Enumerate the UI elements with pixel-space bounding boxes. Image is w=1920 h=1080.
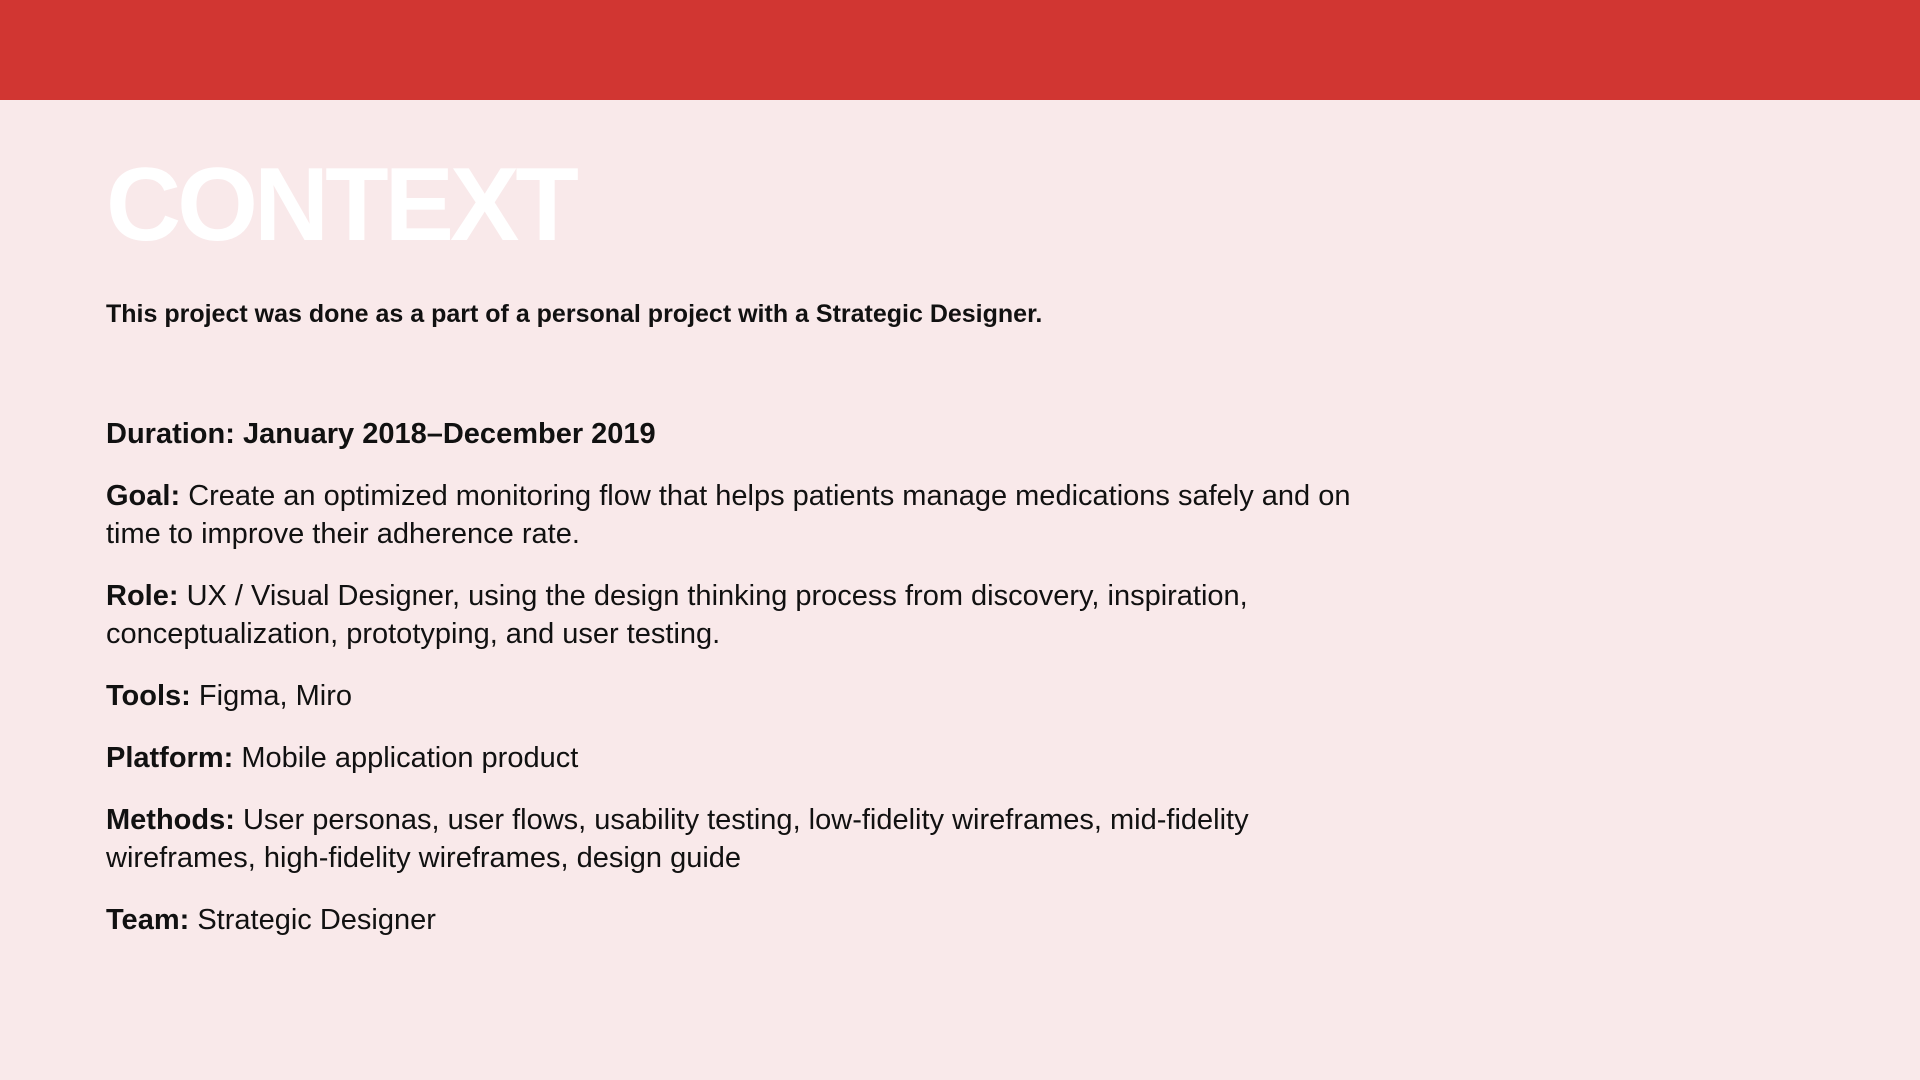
- detail-label: Duration:: [106, 418, 235, 450]
- detail-label: Role:: [106, 580, 179, 612]
- detail-value: UX / Visual Designer, using the design thinking process from discovery, inspiration, conceptualization, prototyping, and user testing.: [106, 580, 1248, 650]
- detail-value: Mobile application product: [241, 742, 579, 774]
- detail-methods: [106, 801, 1356, 877]
- detail-label: Tools:: [106, 680, 191, 712]
- detail-platform: [106, 739, 1356, 777]
- detail-role: [106, 577, 1356, 653]
- project-details: [106, 415, 1356, 963]
- detail-value: January 2018–December 2019: [242, 418, 656, 450]
- detail-label: Methods:: [106, 804, 235, 836]
- detail-team: [106, 901, 1356, 939]
- detail-label: Goal:: [106, 480, 181, 512]
- header-bar: [0, 0, 1920, 100]
- detail-duration: [106, 415, 1356, 453]
- detail-value: Figma, Miro: [198, 680, 352, 712]
- detail-value: Create an optimized monitoring flow that helps patients manage medications safely and on time to improve their adherence rate.: [106, 480, 1351, 550]
- detail-label: Team:: [106, 904, 190, 936]
- intro-text: This project was done as a part of a personal project with a Strategic Designer.: [106, 300, 1043, 328]
- detail-label: Platform:: [106, 742, 234, 774]
- context-section: [106, 147, 1356, 936]
- detail-tools: [106, 677, 1356, 715]
- detail-value: User personas, user flows, usability testing, low-fidelity wireframes, mid-fidelity wireframes, high-fidelity wireframes, design guide: [106, 804, 1249, 874]
- detail-goal: [106, 477, 1356, 553]
- detail-value: Strategic Designer: [197, 904, 436, 936]
- page-title: CONTEXT: [106, 147, 575, 263]
